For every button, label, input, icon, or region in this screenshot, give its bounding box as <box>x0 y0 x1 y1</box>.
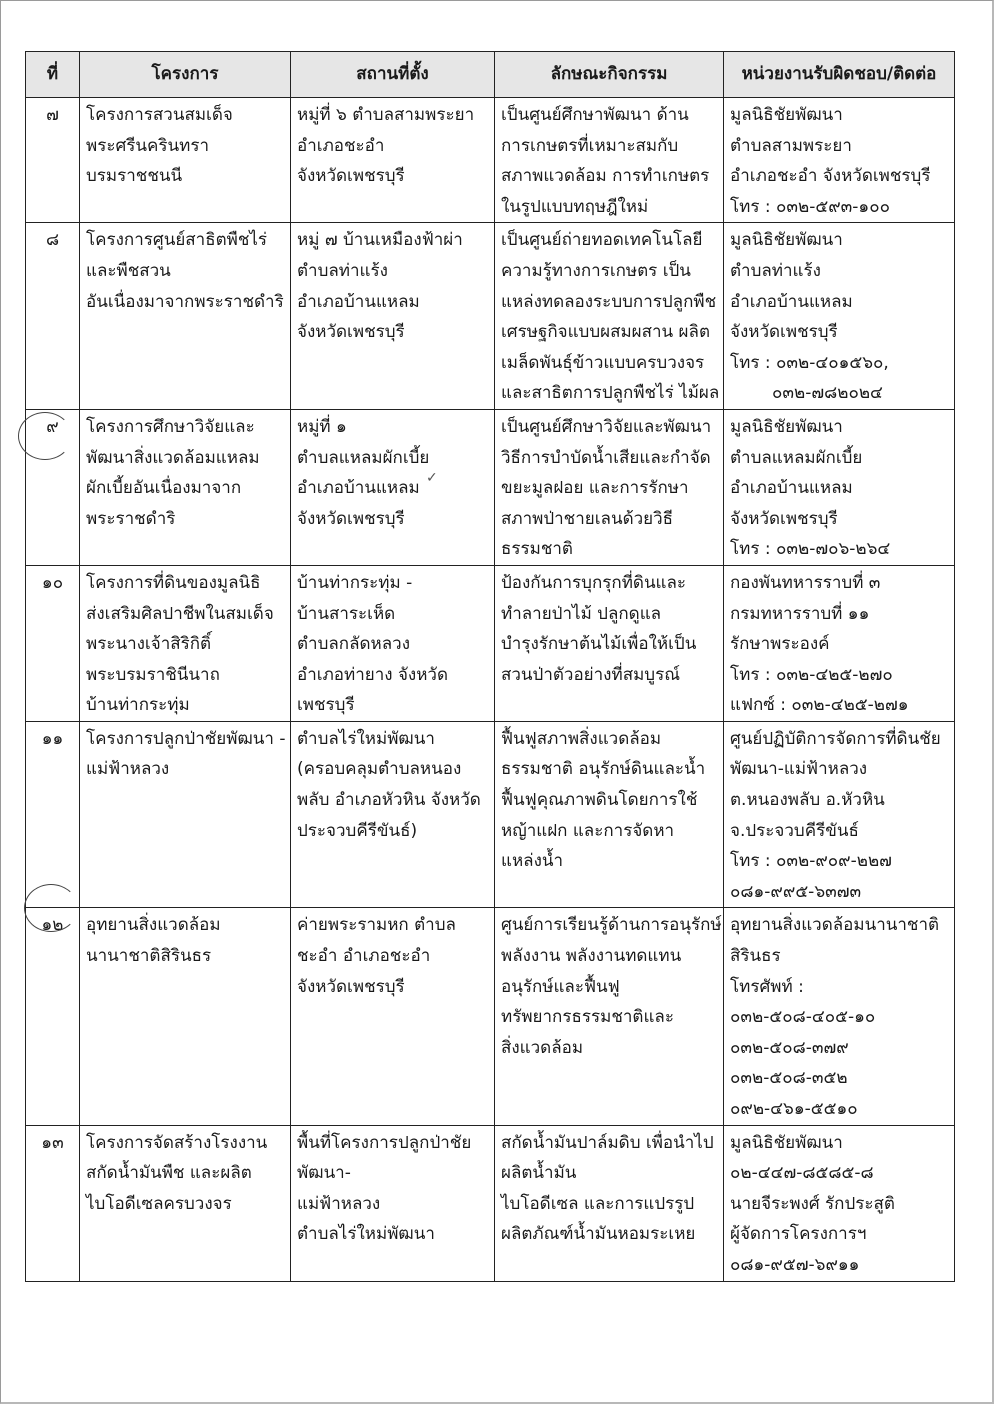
cell-contact <box>724 908 955 1125</box>
cell-line: ศูนย์ปฏิบัติการจัดการที่ดินชัย <box>730 728 941 749</box>
cell-line: ผู้จัดการโครงการฯ <box>730 1224 867 1245</box>
cell-activity <box>495 1125 724 1281</box>
cell-line: หมู่ที่ ๖ ตำบลสามพระยา <box>297 105 475 125</box>
cell-line: ตำบลแหลมผักเบี้ย <box>297 447 430 468</box>
cell-line: มูลนิธิชัยพัฒนา <box>730 416 843 437</box>
header-project: โครงการ <box>80 52 291 98</box>
cell-no <box>26 223 80 410</box>
cell-location <box>291 409 495 565</box>
cell-project <box>80 565 291 721</box>
row-number: ๑๑ <box>41 728 64 749</box>
cell-project <box>80 1125 291 1281</box>
cell-line: สิ่งแวดล้อม <box>501 1037 584 1058</box>
cell-line: จังหวัดเพชรบุรี <box>730 322 838 343</box>
cell-line: หมู่ ๗ บ้านเหมืองฟ้าผ่า <box>297 230 463 251</box>
cell-line: ฟื้นฟูคุณภาพดินโดยการใช้ <box>501 790 698 811</box>
cell-line: โครงการจัดสร้างโรงงาน <box>86 1132 268 1153</box>
cell-line: สภาพป่าชายเลนด้วยวิธี <box>501 508 674 529</box>
cell-line: ตำบลท่าแร้ง <box>730 260 821 281</box>
row-number: ๑๓ <box>41 1132 64 1153</box>
header-no: ที่ <box>26 52 80 98</box>
cell-no <box>26 98 80 223</box>
cell-line: ๐๒-๔๔๗-๘๕๘๕-๘ <box>730 1163 874 1184</box>
table-row <box>26 223 955 410</box>
cell-line: บ้านท่ากระทุ่ม - <box>297 572 413 593</box>
cell-contact <box>724 565 955 721</box>
cell-line: อำเภอบ้านแหลม <box>730 291 853 312</box>
cell-line: หมู่ที่ ๑ <box>297 416 347 437</box>
cell-line: วิธีการบำบัดน้ำเสียและกำจัด <box>501 447 711 468</box>
cell-line: จังหวัดเพชรบุรี <box>297 976 405 997</box>
cell-line: เป็นศูนย์ศึกษาวิจัยและพัฒนา <box>501 416 712 437</box>
cell-line: ฟื้นฟูสภาพสิ่งแวดล้อม <box>501 728 662 749</box>
cell-location <box>291 98 495 223</box>
cell-line: นานาชาติสิรินธร <box>86 946 212 967</box>
header-activity: ลักษณะกิจกรรม <box>495 52 724 98</box>
cell-line: ในรูปแบบทฤษฎีใหม่ <box>501 196 649 217</box>
cell-line: ทรัพยากรธรรมชาติและ <box>501 1007 674 1028</box>
cell-line: เป็นศูนย์ศึกษาพัฒนา ด้าน <box>501 105 689 125</box>
cell-line: สภาพแวดล้อม การทำเกษตร <box>501 166 710 187</box>
cell-line: ค่ายพระรามหก ตำบล <box>297 915 456 936</box>
header-contact: หน่วยงานรับผิดชอบ/ติดต่อ <box>724 52 955 98</box>
cell-line: เพชรบุรี <box>297 695 355 716</box>
row-number: ๑๒ <box>41 915 64 936</box>
cell-line: เมล็ดพันธุ์ข้าวแบบครบวงจร <box>501 352 705 373</box>
cell-line: อำเภอบ้านแหลม <box>297 478 420 499</box>
cell-line: อุทยานสิ่งแวดล้อมนานาชาติ <box>730 915 940 936</box>
cell-line: ตำบลแหลมผักเบี้ย <box>730 447 863 468</box>
cell-contact <box>724 1125 955 1281</box>
cell-line: ๐๓๒-๗๘๒๐๒๔ <box>772 383 883 404</box>
cell-line: โทร : ๐๓๒-๔๒๕-๒๗๐ <box>730 664 893 685</box>
cell-project <box>80 908 291 1125</box>
cell-location <box>291 908 495 1125</box>
cell-line: ไบโอดีเซลครบวงจร <box>86 1193 232 1214</box>
cell-line: ๐๓๒-๕๐๘-๓๗๙ <box>730 1037 849 1058</box>
cell-line: การเกษตรที่เหมาะสมกับ <box>501 135 679 156</box>
cell-line: รักษาพระองค์ <box>730 634 830 655</box>
cell-line: บรมราชชนนี <box>86 166 183 187</box>
cell-location <box>291 1125 495 1281</box>
cell-line: แฟกซ์ : ๐๓๒-๔๒๕-๒๗๑ <box>730 695 909 716</box>
cell-activity <box>495 409 724 565</box>
cell-line: สิรินธร <box>730 946 781 967</box>
cell-line: ตำบลสามพระยา <box>730 135 852 156</box>
cell-line: โครงการศึกษาวิจัยและ <box>86 416 255 437</box>
cell-line: ธรรมชาติ <box>501 539 573 560</box>
cell-contact <box>724 223 955 410</box>
cell-line: ๐๓๒-๕๐๘-๓๕๒ <box>730 1068 848 1089</box>
cell-line: จังหวัดเพชรบุรี <box>730 508 838 529</box>
cell-line: ความรู้ทางการเกษตร เป็น <box>501 260 691 281</box>
cell-line: หญ้าแฝก และการจัดหา <box>501 820 675 841</box>
cell-no <box>26 1125 80 1281</box>
cell-line: กรมทหารราบที่ ๑๑ <box>730 603 870 624</box>
cell-line: เศรษฐกิจแบบผสมผสาน ผลิต <box>501 322 710 343</box>
cell-line: (ครอบคลุมตำบลหนอง <box>297 759 462 780</box>
cell-line: พื้นที่โครงการปลูกป่าชัย <box>297 1132 472 1153</box>
cell-line: ประจวบคีรีขันธ์) <box>297 820 418 841</box>
cell-line: แหล่งทดลองระบบการปลูกพืช <box>501 291 717 312</box>
cell-line: ตำบลไร่ใหม่พัฒนา <box>297 728 435 749</box>
cell-line: ตำบลกลัดหลวง <box>297 634 411 655</box>
cell-line: จ.ประจวบคีรีขันธ์ <box>730 820 859 841</box>
cell-location <box>291 721 495 908</box>
cell-line: พระนางเจ้าสิริกิติ์ <box>86 634 212 655</box>
row-number: ๗ <box>46 105 59 125</box>
cell-activity <box>495 721 724 908</box>
row-number: ๙ <box>46 416 59 437</box>
cell-line: สกัดน้ำมันพืช และผลิต <box>86 1163 252 1184</box>
cell-line: บ้านท่ากระทุ่ม <box>86 695 190 716</box>
cell-line: พระศรีนครินทรา <box>86 135 210 156</box>
cell-line: พลับ อำเภอหัวหิน จังหวัด <box>297 790 481 811</box>
cell-line: ขยะมูลฝอย และการรักษา <box>501 478 689 499</box>
stray-pen-mark: ✓ <box>426 470 438 486</box>
table-row <box>26 908 955 1125</box>
cell-line: บำรุงรักษาต้นไม้เพื่อให้เป็น <box>501 634 697 655</box>
cell-line: ตำบลไร่ใหม่พัฒนา <box>297 1224 435 1245</box>
row-number: ๑๐ <box>41 572 64 593</box>
cell-line: อนุรักษ์และฟื้นฟู <box>501 976 620 997</box>
cell-line: โทร : ๐๓๒-๙๐๙-๒๒๗ <box>730 851 892 872</box>
cell-line: พลังงาน พลังงานทดแทน <box>501 946 682 967</box>
cell-activity <box>495 223 724 410</box>
cell-line: แม่ฟ้าหลวง <box>86 759 170 780</box>
cell-line: อุทยานสิ่งแวดล้อม <box>86 915 221 936</box>
cell-line: ชะอำ อำเภอชะอำ <box>297 946 431 967</box>
cell-line: โทร : ๐๓๒-๔๐๑๕๖๐, <box>730 352 889 373</box>
cell-project <box>80 98 291 223</box>
cell-contact <box>724 409 955 565</box>
cell-line: พระบรมราชินีนาถ <box>86 664 220 685</box>
cell-line: และสาธิตการปลูกพืชไร่ ไม้ผล <box>501 383 720 404</box>
cell-line: มูลนิธิชัยพัฒนา <box>730 230 843 251</box>
cell-line: ผลิตภัณฑ์น้ำมันหอมระเหย <box>501 1224 696 1245</box>
cell-line: อำเภอชะอำ <box>297 135 385 156</box>
cell-line: ส่งเสริมศิลปาชีพในสมเด็จ <box>86 603 274 624</box>
cell-line: มูลนิธิชัยพัฒนา <box>730 105 843 125</box>
cell-line: โครงการสวนสมเด็จ <box>86 105 233 125</box>
cell-line: สวนป่าตัวอย่างที่สมบูรณ์ <box>501 664 680 685</box>
cell-line: อำเภอท่ายาง จังหวัด <box>297 664 448 685</box>
cell-line: จังหวัดเพชรบุรี <box>297 166 405 187</box>
cell-line: โครงการศูนย์สาธิตพืชไร่ <box>86 230 268 251</box>
cell-line: แหล่งน้ำ <box>501 851 564 872</box>
cell-line: อำเภอชะอำ จังหวัดเพชรบุรี <box>730 166 931 187</box>
cell-line: ศูนย์การเรียนรู้ด้านการอนุรักษ์ <box>501 915 722 936</box>
cell-line: มูลนิธิชัยพัฒนา <box>730 1132 843 1153</box>
cell-no <box>26 409 80 565</box>
cell-line: โทร : ๐๓๒-๗๐๖-๒๖๔ <box>730 539 891 560</box>
cell-line: พระราชดำริ <box>86 508 176 529</box>
cell-line: ทำลายป่าไม้ ปลูกดูแล <box>501 603 662 624</box>
cell-line: บ้านสาระเห็ด <box>297 603 396 624</box>
cell-no <box>26 908 80 1125</box>
cell-line: ตำบลท่าแร้ง <box>297 260 388 281</box>
cell-no <box>26 721 80 908</box>
cell-location <box>291 565 495 721</box>
cell-project <box>80 409 291 565</box>
cell-activity <box>495 565 724 721</box>
table-row <box>26 721 955 908</box>
cell-activity <box>495 98 724 223</box>
cell-line: กองพันทหารราบที่ ๓ <box>730 572 881 593</box>
cell-line: จังหวัดเพชรบุรี <box>297 322 405 343</box>
cell-line: ๐๘๑-๙๙๕-๖๓๗๓ <box>730 881 862 902</box>
table-row <box>26 409 955 565</box>
row-number: ๘ <box>45 230 60 251</box>
cell-line: โครงการปลูกป่าชัยพัฒนา - <box>86 728 286 749</box>
cell-contact <box>724 98 955 223</box>
cell-line: โทรศัพท์ : <box>730 976 804 997</box>
cell-line: ๐๙๒-๔๖๑-๕๕๑๐ <box>730 1099 858 1119</box>
table-row <box>26 565 955 721</box>
cell-line: เป็นศูนย์ถ่ายทอดเทคโนโลยี <box>501 230 703 251</box>
cell-line: โทร : ๐๓๒-๕๙๓-๑๐๐ <box>730 196 890 217</box>
cell-line: ผลิตน้ำมัน <box>501 1163 577 1184</box>
cell-line: พัฒนาสิ่งแวดล้อมแหลม <box>86 447 260 468</box>
cell-line: อำเภอบ้านแหลม <box>297 291 420 312</box>
cell-line: ๐๘๑-๙๕๗-๖๙๑๑ <box>730 1254 860 1275</box>
cell-project <box>80 223 291 410</box>
table-row <box>26 98 955 223</box>
cell-line: ไบโอดีเซล และการแปรรูป <box>501 1193 695 1214</box>
projects-table <box>25 51 955 1282</box>
cell-line: อำเภอบ้านแหลม <box>730 478 853 499</box>
cell-line: สกัดน้ำมันปาล์มดิบ เพื่อนำไป <box>501 1132 714 1153</box>
cell-line: ๐๓๒-๕๐๘-๔๐๕-๑๐ <box>730 1007 876 1028</box>
cell-location <box>291 223 495 410</box>
cell-project <box>80 721 291 908</box>
cell-activity <box>495 908 724 1125</box>
cell-contact <box>724 721 955 908</box>
cell-line: จังหวัดเพชรบุรี <box>297 508 405 529</box>
cell-line: ต.หนองพลับ อ.หัวหิน <box>730 790 885 811</box>
cell-line: นายจีระพงศ์ รักประสูติ <box>730 1193 895 1214</box>
cell-line: พัฒนา- <box>297 1163 351 1184</box>
cell-line: และพืชสวน <box>86 260 171 281</box>
cell-no <box>26 565 80 721</box>
cell-line: พัฒนา-แม่ฟ้าหลวง <box>730 759 868 780</box>
header-location: สถานที่ตั้ง <box>291 52 495 98</box>
cell-line: ป้องกันการบุกรุกที่ดินและ <box>501 572 687 593</box>
cell-line: อันเนื่องมาจากพระราชดำริ <box>86 291 284 312</box>
cell-line: แม่ฟ้าหลวง <box>297 1193 381 1214</box>
cell-line: ธรรมชาติ อนุรักษ์ดินและน้ำ <box>501 759 706 780</box>
table-header-row <box>26 52 955 98</box>
cell-line: โครงการที่ดินของมูลนิธิ <box>86 572 261 593</box>
table-row <box>26 1125 955 1281</box>
cell-line: ผักเบี้ยอันเนื่องมาจาก <box>86 478 242 499</box>
